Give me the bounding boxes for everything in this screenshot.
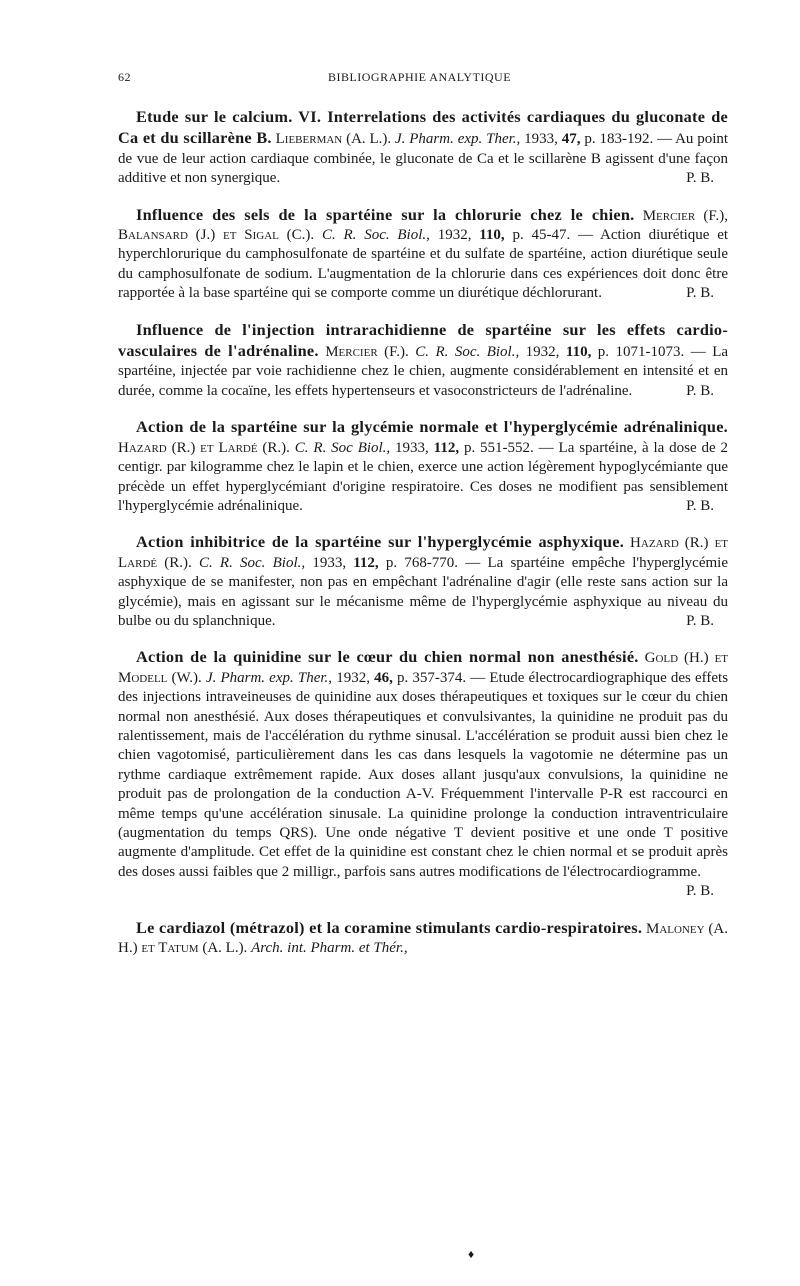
entry-authors: Maloney (A. H.) et Tatum (A. L.). bbox=[118, 920, 728, 957]
entry-summary: — La spartéine, injectée par voie rachidienne chez le chien, augmente considérablement en intensité et en durée, comme la cocaïne, les effets hypertenseurs et vasoconstricteurs de l'adrénaline. bbox=[118, 344, 729, 399]
entry-1 bbox=[118, 107, 728, 189]
entry-title: Influence des sels de la spartéine sur la chlorurie chez le chien. bbox=[136, 204, 635, 224]
entry-authors: Mercier (F.). bbox=[325, 344, 409, 361]
entry-title: Etude sur le calcium. VI. Interrelations des activités cardiaques du gluconate de Ca et du scillarène B. bbox=[118, 107, 728, 148]
entry-title: Action de la quinidine sur le cœur du chien normal non anesthésié. bbox=[136, 647, 639, 667]
entry-journal: C. R. Soc Biol., bbox=[294, 439, 391, 456]
entry-pages: p. 1071-1073. bbox=[597, 344, 685, 361]
entry-signature: P. B. bbox=[686, 612, 714, 629]
entry-3 bbox=[118, 320, 728, 402]
running-title: BIBLIOGRAPHIE ANALYTIQUE bbox=[327, 70, 512, 84]
entry-volume: 46, bbox=[374, 669, 393, 686]
entry-volume: 47, bbox=[561, 131, 581, 148]
entry-year: 1932, bbox=[437, 227, 472, 244]
entry-signature: P. B. bbox=[686, 883, 714, 900]
entry-authors: Lieberman (A. L.). bbox=[275, 131, 392, 148]
entry-journal: J. Pharm. exp. Ther., bbox=[395, 131, 521, 148]
entry-pages: p. 183-192. bbox=[584, 131, 654, 148]
entry-5 bbox=[118, 532, 728, 631]
footer-mark: ♦ bbox=[468, 1247, 475, 1261]
entry-volume: 112, bbox=[353, 554, 379, 571]
entry-title: Action inhibitrice de la spartéine sur l'hyperglycémie asphyxique. bbox=[136, 532, 625, 552]
entry-signature: P. B. bbox=[686, 497, 714, 514]
entry-signature: P. B. bbox=[686, 170, 714, 187]
entry-journal: J. Pharm. exp. Ther., bbox=[205, 669, 333, 686]
entry-title: Influence de l'injection intrarachidienne de spartéine sur les effets cardio-vasculaires de l'adrénaline. bbox=[118, 319, 728, 361]
entry-journal: C. R. Soc. Biol., bbox=[198, 554, 306, 571]
entry-volume: 112, bbox=[433, 439, 460, 456]
entry-summary: — La spartéine empêche l'hyperglycémie asphyxique de se manifester, non pas en empêchant l'adrénaline d'agir (elle reste sans action sur la glycémie), mais en agissant sur le mécanisme même de l'hyperglycémie asphyxique au niveau du bulbe ou du splanchnique. bbox=[118, 554, 728, 629]
entry-journal: Arch. int. Pharm. et Thér., bbox=[251, 940, 408, 957]
entry-year: 1933, bbox=[312, 554, 347, 571]
entry-6 bbox=[118, 647, 728, 901]
running-head bbox=[118, 70, 728, 85]
entry-summary: — La spartéine, à la dose de 2 centigr. par kilogramme chez le lapin et le chien, exerce une action légèrement hypoglycémiante que précède un effet hyperglycémiant d'origine respiratoire. Ces doses ne modifient pas sensiblement l'hyperglycémie adrénalinique. bbox=[118, 439, 729, 514]
entry-signature: P. B. bbox=[686, 285, 714, 302]
entry-summary: — Action diurétique et hyperchlorurique du camphosulfonate de spartéine et du sulfate de spartéine, action diurétique seule du camphosulfonate de sodium. L'augmentation de la chlorurie dans ces expériences doit donc être rapportée à la base spartéine qui se comporte comme un diurétique déchlorurant. bbox=[118, 227, 729, 302]
entry-year: 1933, bbox=[524, 131, 558, 148]
entry-title: Action de la spartéine sur la glycémie normale et l'hyperglycémie adrénalinique. bbox=[136, 417, 728, 437]
entry-title: Le cardiazol (métrazol) et la coramine stimulants cardio-respiratoires. bbox=[136, 917, 643, 937]
entry-year: 1932, bbox=[336, 669, 370, 686]
entry-summary: — Etude électrocardiographique des effets des injections intraveineuses de quinidine aux doses thérapeutiques et toxiques sur le cœur du chien normal non anesthésié. Aux doses thérapeutiques et convulsivantes, la quinidine ne produit pas du ralentissement, mais de l'accélération du rythme sinusal. L'accélération se produit aussi bien chez le chien vagotomisé, particulièrement dans les cas dans lesquels la vagotomie ne détermine pas un rythme cardiaque extrêmement rapide. Aux doses allant jusqu'aux convulsions, la quinidine ne produit pas de prolongation de la conduction A-V. Fréquemment l'intervalle P-R est raccourci en même temps qu'une accélération sinusale. La quinidine prolonge la conduction intraventriculaire (augmentation du temps QRS). Une onde négative T devient positive et une onde T positive augmente d'amplitude. Cet effet de la quinidine est constant chez le chien normal et se produit après des doses aussi faibles que 2 milligr., parfois sans autres modifications de l'électrocardiogramme. bbox=[118, 669, 729, 880]
entry-pages: p. 768-770. bbox=[385, 554, 459, 571]
entry-volume: 110, bbox=[565, 344, 592, 361]
entry-journal: C. R. Soc. Biol., bbox=[415, 344, 520, 361]
entry-pages: p. 45-47. bbox=[512, 227, 571, 244]
page-number: 62 bbox=[118, 70, 131, 84]
entry-year: 1932, bbox=[525, 344, 560, 361]
entry-authors: Hazard (R.) et Lardé (R.). bbox=[118, 439, 290, 456]
entry-authors: Gold (H.) et Modell (W.). bbox=[118, 650, 729, 686]
entry-journal: C. R. Soc. Biol., bbox=[321, 227, 430, 244]
page bbox=[118, 70, 728, 974]
entry-2 bbox=[118, 205, 728, 304]
entry-7 bbox=[118, 918, 728, 959]
entry-authors: Mercier (F.), Balansard (J.) et Sigal (C.). bbox=[118, 207, 728, 244]
entry-summary: — Au point de vue de leur action cardiaque combinée, le gluconate de Ca et le scillarène B agissent d'une façon additive et non synergique. bbox=[118, 131, 729, 187]
entry-pages: p. 357-374. bbox=[396, 669, 467, 686]
entry-4 bbox=[118, 417, 728, 516]
entry-signature: P. B. bbox=[686, 382, 714, 399]
entry-pages: p. 551-552. bbox=[463, 439, 534, 456]
entry-year: 1933, bbox=[395, 439, 429, 456]
entry-authors: Hazard (R.) et Lardé (R.). bbox=[118, 535, 729, 571]
entry-volume: 110, bbox=[479, 227, 505, 244]
